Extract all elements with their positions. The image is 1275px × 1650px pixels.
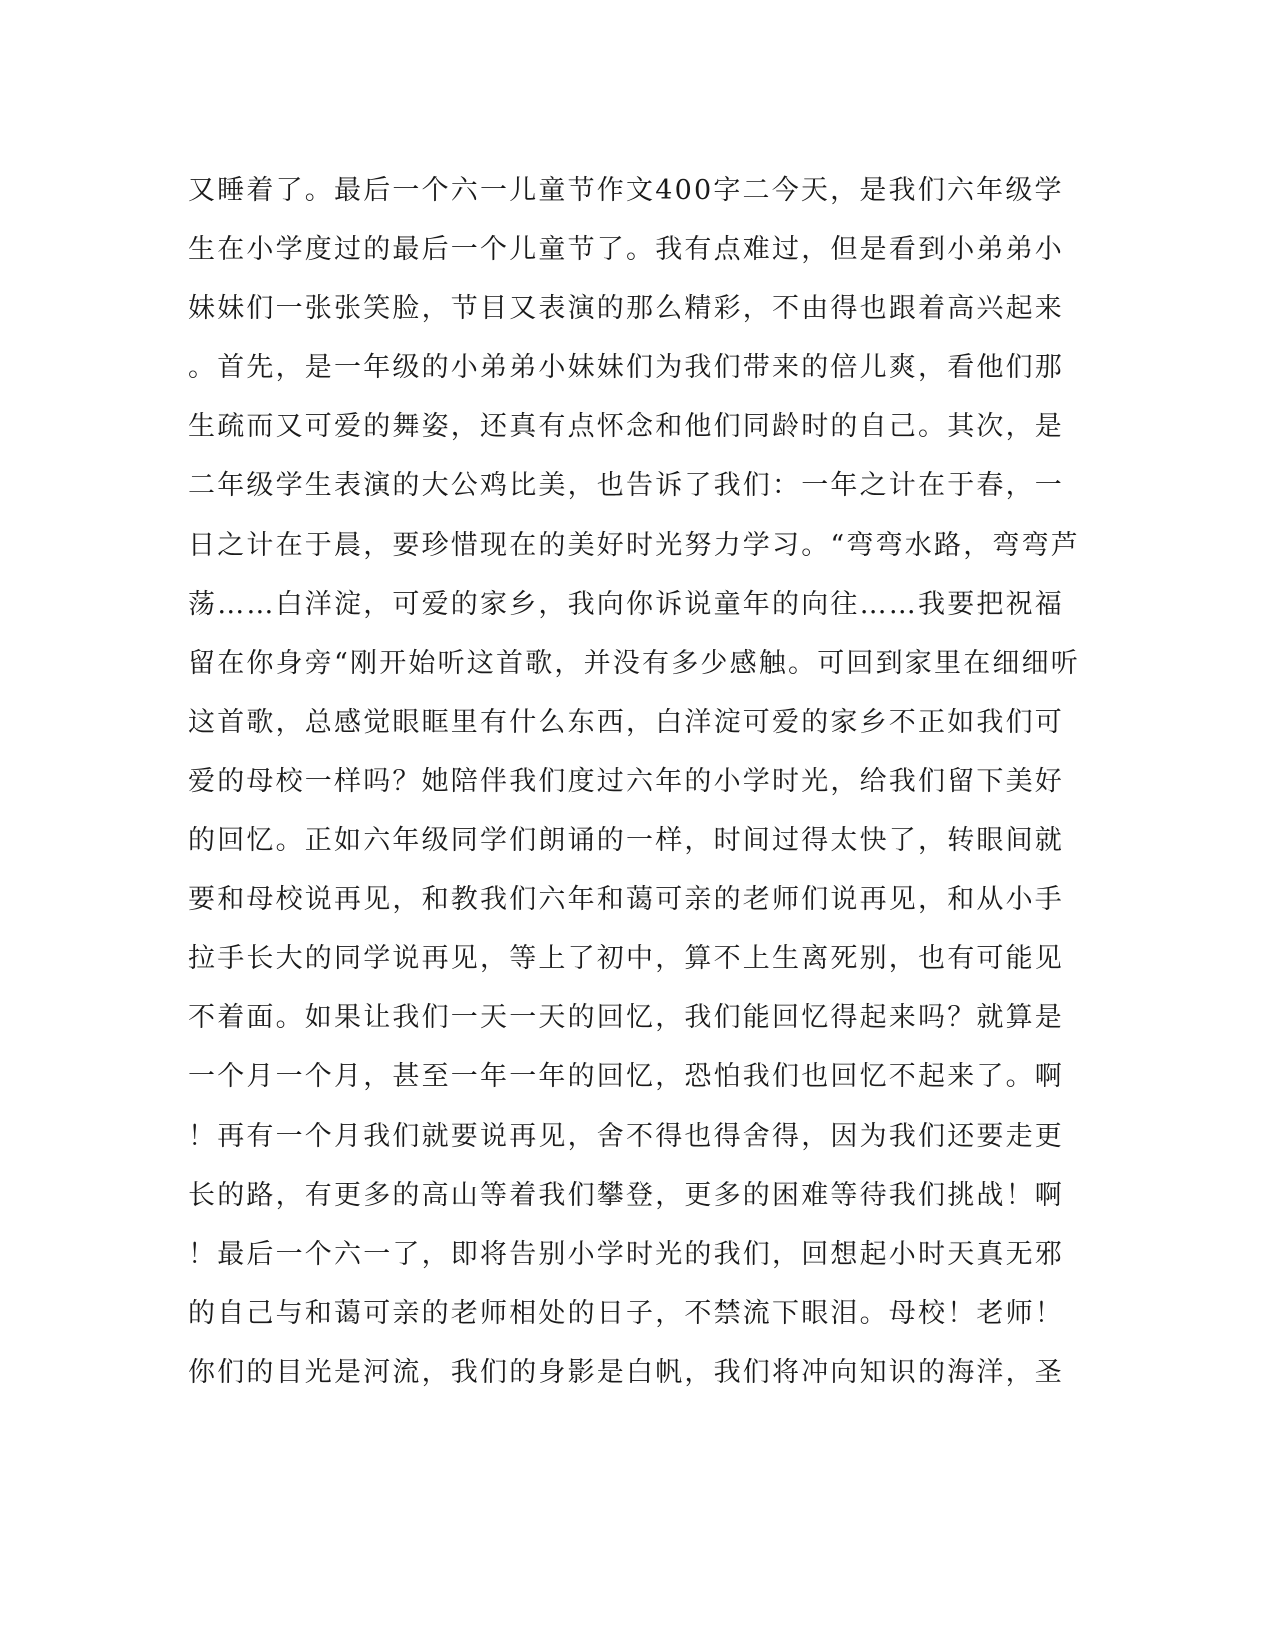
- text-line: 日之计在于晨，要珍惜现在的美好时光努力学习。“弯弯水路，弯弯芦: [188, 529, 1081, 561]
- text-line: 生在小学度过的最后一个儿童节了。我有点难过，但是看到小弟弟小: [188, 234, 1064, 266]
- text-line: ！再有一个月我们就要说再见，舍不得也得舍得，因为我们还要走更: [188, 1120, 1064, 1152]
- text-line: 这首歌，总感觉眼眶里有什么东西，白洋淀可爱的家乡不正如我们可: [188, 706, 1064, 738]
- text-line: 你们的目光是河流，我们的身影是白帆，我们将冲向知识的海洋，圣: [188, 1356, 1064, 1388]
- text-line: 二年级学生表演的大公鸡比美，也告诉了我们：一年之计在于春，一: [188, 470, 1064, 502]
- text-line: ！最后一个六一了，即将告别小学时光的我们，回想起小时天真无邪: [188, 1238, 1064, 1270]
- text-line: 长的路，有更多的高山等着我们攀登，更多的困难等待我们挑战！啊: [188, 1179, 1064, 1211]
- text-line: 一个月一个月，甚至一年一年的回忆，恐怕我们也回忆不起来了。啊: [188, 1061, 1064, 1093]
- text-line: 的自己与和蔼可亲的老师相处的日子，不禁流下眼泪。母校！老师！: [188, 1297, 1064, 1329]
- text-line: 又睡着了。最后一个六一儿童节作文400字二今天，是我们六年级学: [188, 175, 1064, 206]
- text-line: 荡……白洋淀，可爱的家乡，我向你诉说童年的向往……我要把祝福: [188, 588, 1064, 620]
- text-line: 要和母校说再见，和教我们六年和蔼可亲的老师们说再见，和从小手: [188, 884, 1064, 916]
- text-line: 妹妹们一张张笑脸，节目又表演的那么精彩，不由得也跟着高兴起来: [188, 293, 1064, 325]
- body-text: [188, 161, 1081, 1402]
- text-line: 拉手长大的同学说再见，等上了初中，算不上生离死别，也有可能见: [188, 943, 1064, 975]
- text-line: 的回忆。正如六年级同学们朗诵的一样，时间过得太快了，转眼间就: [188, 825, 1064, 857]
- text-line: 留在你身旁“刚开始听这首歌，并没有多少感触。可回到家里在细细听: [188, 647, 1081, 679]
- text-line: 不着面。如果让我们一天一天的回忆，我们能回忆得起来吗？就算是: [188, 1002, 1064, 1034]
- text-line: 爱的母校一样吗？她陪伴我们度过六年的小学时光，给我们留下美好: [188, 765, 1064, 797]
- text-line: 生疏而又可爱的舞姿，还真有点怀念和他们同龄时的自己。其次，是: [188, 411, 1064, 443]
- text-line: 。首先，是一年级的小弟弟小妹妹们为我们带来的倍儿爽，看他们那: [188, 352, 1064, 384]
